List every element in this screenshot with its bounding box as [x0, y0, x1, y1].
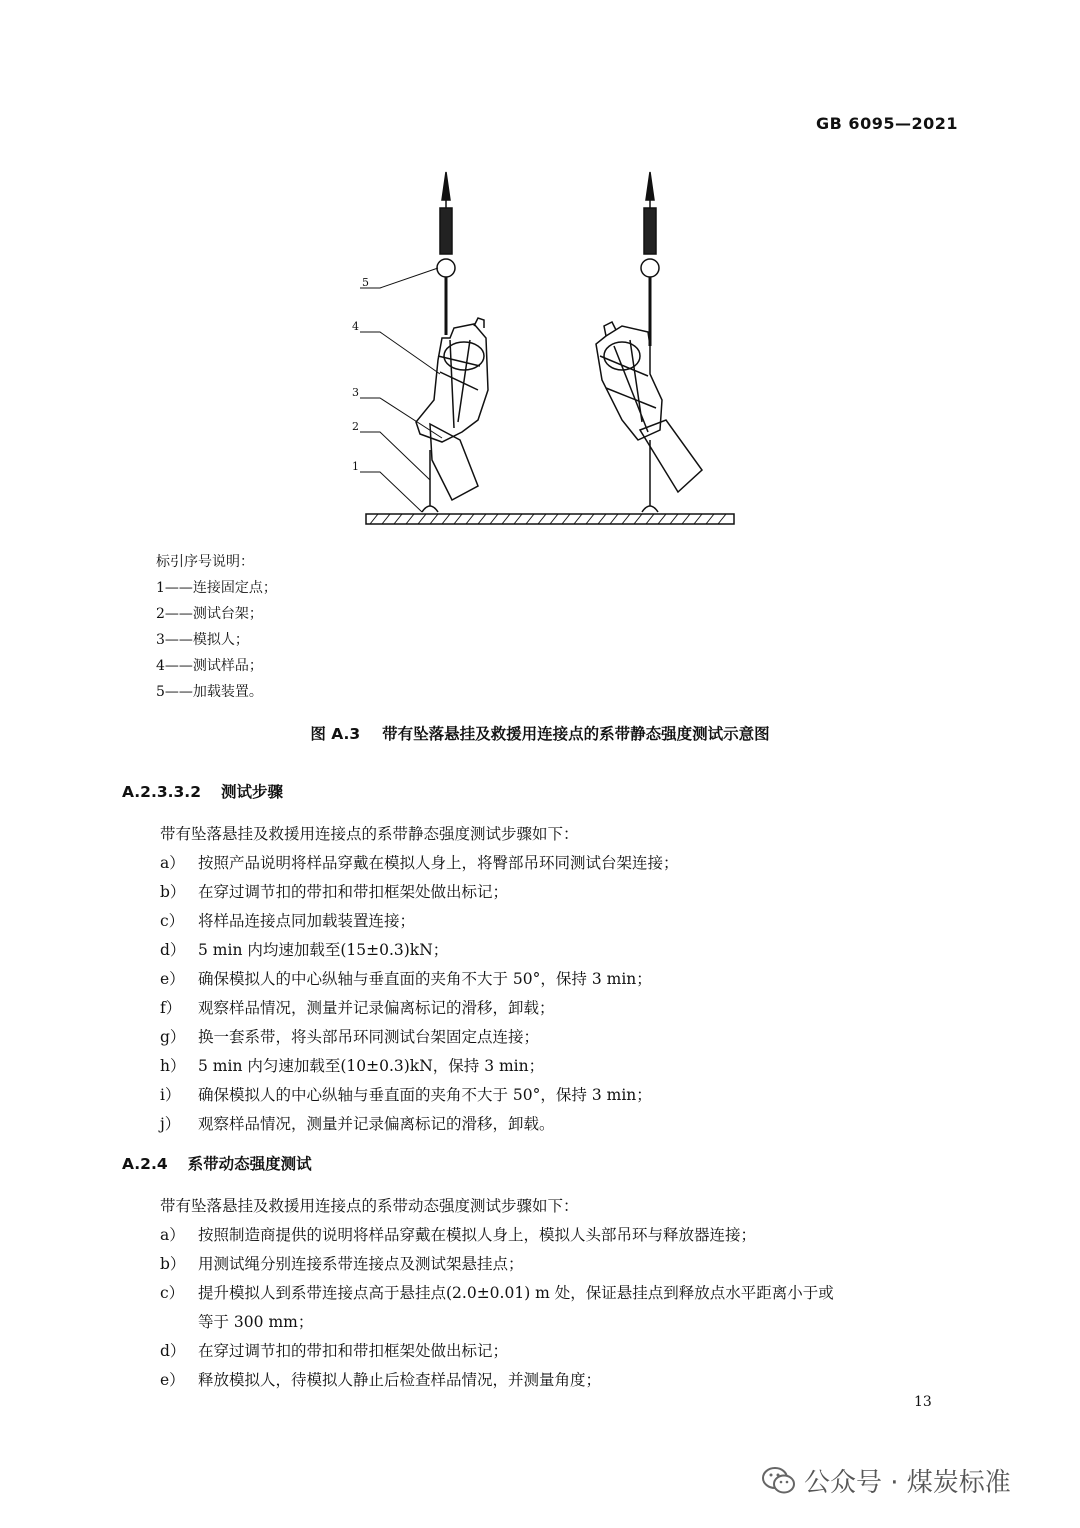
list-item-text: 提升模拟人到系带连接点高于悬挂点(2.0±0.01) m 处，保证悬挂点到释放点水平距离小于或 [198, 1284, 834, 1302]
callout-2: 2 [352, 420, 359, 433]
figure-a3-diagram [352, 160, 740, 532]
list-item-label: h） [160, 1057, 186, 1075]
list-item-text: 在穿过调节扣的带扣和带扣框架处做出标记； [198, 883, 509, 901]
section-number: A.2.3.3.2 [122, 783, 201, 801]
list-item [160, 1083, 652, 1105]
list-item-text: 按照制造商提供的说明将样品穿戴在模拟人身上，模拟人头部吊环与释放器连接； [198, 1226, 757, 1244]
list-item-text: 观察样品情况，测量并记录偏离标记的滑移，卸载； [198, 999, 555, 1017]
list-item [160, 996, 555, 1018]
callout-4: 4 [352, 320, 359, 333]
callout-3: 3 [352, 386, 359, 399]
list-item-label: j） [160, 1115, 181, 1133]
list-item-text: 确保模拟人的中心纵轴与垂直面的夹角不大于 50°，保持 3 min； [198, 1086, 652, 1104]
section-heading-a24 [122, 1152, 312, 1174]
section-number: A.2.4 [122, 1155, 168, 1173]
callout-1: 1 [352, 460, 359, 473]
left-test-rig [416, 172, 488, 512]
figure-number: 图 A.3 [310, 725, 361, 743]
list-item [160, 1112, 555, 1134]
list-item-label: e） [160, 970, 185, 988]
list-item [160, 880, 508, 902]
right-test-rig [596, 172, 702, 512]
list-item-label: a） [160, 854, 185, 872]
list-item [160, 1223, 756, 1245]
wechat-icon [762, 1466, 796, 1496]
list-item [160, 851, 679, 873]
list-item-text: 观察样品情况，测量并记录偏离标记的滑移，卸载。 [198, 1115, 555, 1133]
watermark-text: 公众号 · 煤炭标准 [804, 1468, 1011, 1498]
list-item-label: b） [160, 883, 186, 901]
list-item [160, 1281, 834, 1303]
list-item-text: 5 min 内均速加载至(15±0.3)kN； [198, 941, 449, 959]
section-heading-a2332 [122, 780, 283, 802]
section-intro: 带有坠落悬挂及救援用连接点的系带动态强度测试步骤如下： [160, 1197, 579, 1215]
list-item [160, 938, 448, 960]
list-item-label: c） [160, 1284, 185, 1302]
list-item-text: 用测试绳分别连接系带连接点及测试架悬挂点； [198, 1255, 524, 1273]
legend-item: 4——测试样品； [156, 658, 263, 674]
figure-caption [0, 722, 1080, 744]
section-intro: 带有坠落悬挂及救援用连接点的系带静态强度测试步骤如下： [160, 825, 579, 843]
list-item [160, 967, 652, 989]
list-item-label: g） [160, 1028, 186, 1046]
list-item-label: i） [160, 1086, 181, 1104]
ground-plate [366, 514, 734, 524]
list-item-label: f） [160, 999, 182, 1017]
list-item [160, 1025, 539, 1047]
list-item-text: 5 min 内匀速加载至(10±0.3)kN，保持 3 min； [198, 1057, 545, 1075]
list-item-continuation: 等于 300 mm； [198, 1313, 314, 1331]
legend-item: 1——连接固定点； [156, 580, 277, 596]
list-item [160, 1339, 508, 1361]
list-item-label: c） [160, 912, 185, 930]
legend-item: 5——加载装置。 [156, 684, 263, 700]
legend-item: 2——测试台架； [156, 606, 263, 622]
standard-code: GB 6095—2021 [816, 114, 958, 133]
section-title: 系带动态强度测试 [187, 1155, 312, 1173]
list-item-text: 换一套系带，将头部吊环同测试台架固定点连接； [198, 1028, 540, 1046]
list-item-text: 在穿过调节扣的带扣和带扣框架处做出标记； [198, 1342, 509, 1360]
page-number: 13 [914, 1394, 932, 1410]
list-item-label: e） [160, 1371, 185, 1389]
list-item-text: 将样品连接点同加载装置连接； [198, 912, 416, 930]
list-item [160, 1252, 524, 1274]
legend-title: 标引序号说明： [156, 554, 254, 570]
list-item [160, 1054, 544, 1076]
list-item-text: 确保模拟人的中心纵轴与垂直面的夹角不大于 50°，保持 3 min； [198, 970, 652, 988]
legend-item: 3——模拟人； [156, 632, 249, 648]
list-item-text: 释放模拟人，待模拟人静止后检查样品情况，并测量角度； [198, 1371, 602, 1389]
callout-5: 5 [362, 276, 369, 289]
list-item-label: a） [160, 1226, 185, 1244]
list-item [160, 909, 415, 931]
figure-title: 带有坠落悬挂及救援用连接点的系带静态强度测试示意图 [382, 725, 770, 743]
list-item [160, 1368, 601, 1390]
list-item-text: 按照产品说明将样品穿戴在模拟人身上，将臀部吊环同测试台架连接； [198, 854, 679, 872]
watermark [762, 1462, 1011, 1499]
list-item-label: d） [160, 941, 186, 959]
section-title: 测试步骤 [220, 783, 283, 801]
list-item-label: d） [160, 1342, 186, 1360]
list-item-label: b） [160, 1255, 186, 1273]
